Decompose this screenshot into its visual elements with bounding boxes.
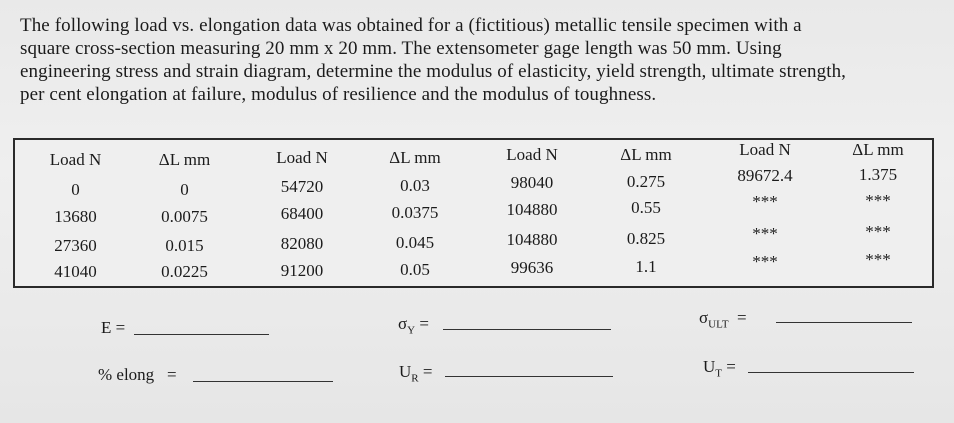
modulus-toughness-blank xyxy=(748,372,914,373)
sigma-symbol: σ xyxy=(699,308,709,327)
table-cell: 0.045 xyxy=(395,233,435,252)
column-header: ΔL mm xyxy=(389,148,441,167)
table-column xyxy=(591,140,701,286)
table-cell: 1.1 xyxy=(635,257,657,276)
equals-sign: = xyxy=(737,308,747,327)
equals-sign: = xyxy=(422,362,433,381)
table-cell: 68400 xyxy=(280,204,324,223)
table-cell: 0.55 xyxy=(631,198,661,217)
ultimate-strength-blank xyxy=(776,322,912,323)
modulus-elasticity-blank xyxy=(134,334,269,335)
equals-sign: = xyxy=(419,314,429,333)
table-cell: *** xyxy=(865,191,891,210)
table-cell: 104880 xyxy=(506,230,558,249)
percent-elongation-label: % elong = xyxy=(98,365,177,384)
table-cell: 27360 xyxy=(54,236,97,255)
table-column xyxy=(127,140,242,286)
column-header: ΔL mm xyxy=(620,145,672,164)
table-cell: 0.0075 xyxy=(161,207,208,226)
table-cell: 41040 xyxy=(54,262,97,281)
ultimate-strength-label xyxy=(699,308,747,330)
table-cell: 13680 xyxy=(54,207,97,226)
column-header: Load N xyxy=(49,150,102,169)
column-header: Load N xyxy=(276,148,328,167)
table-cell: 0.825 xyxy=(626,229,666,248)
yield-strength-blank xyxy=(443,329,611,330)
table-cell: 104880 xyxy=(506,200,558,219)
column-header: Load N xyxy=(739,140,791,159)
table-column xyxy=(710,140,820,286)
yield-strength-label xyxy=(398,314,429,336)
problem-line-4: per cent elongation at failure, modulus of resilience and the modulus of toughness. xyxy=(20,84,657,105)
table-column xyxy=(828,140,928,286)
table-cell: 0.03 xyxy=(400,176,430,195)
modulus-resilience-blank xyxy=(445,376,613,377)
table-cell: 82080 xyxy=(280,234,324,253)
modulus-resilience-label: $U_R$ = xyxy=(399,362,433,385)
sigma-subscript: Y xyxy=(407,324,416,337)
table-cell: 0 xyxy=(180,180,189,199)
table-cell: 0.015 xyxy=(165,236,204,255)
problem-statement xyxy=(20,14,925,106)
table-cell: 0.0225 xyxy=(161,262,208,281)
sigma-symbol: σ xyxy=(398,314,408,333)
column-header: ΔL mm xyxy=(158,150,211,169)
problem-line-2: square cross-section measuring 20 mm x 20 mm. The extensometer gage length was 50 mm. Using xyxy=(20,38,782,59)
percent-elongation-blank xyxy=(193,381,333,382)
table-cell: 98040 xyxy=(510,173,554,192)
table-cell: *** xyxy=(752,224,778,243)
table-cell: *** xyxy=(865,250,891,269)
modulus-elasticity-label: E = xyxy=(101,318,126,337)
table-cell: 0.275 xyxy=(626,172,666,191)
table-column xyxy=(477,140,587,286)
problem-line-3: engineering stress and strain diagram, determine the modulus of elasticity, yield strength, ultimate strength, xyxy=(20,61,847,82)
table-cell: 89672.4 xyxy=(737,166,793,185)
column-header: Load N xyxy=(506,145,558,164)
table-cell: 91200 xyxy=(280,261,324,280)
table-cell: 54720 xyxy=(280,177,324,196)
equals-sign: = xyxy=(166,365,177,384)
problem-line-1: The following load vs. elongation data was obtained for a (fictitious) metallic tensile specimen with a xyxy=(20,15,802,36)
table-column xyxy=(23,140,128,286)
table-column xyxy=(360,140,470,286)
table-cell: 0.05 xyxy=(400,260,430,279)
table-cell: *** xyxy=(752,252,778,271)
column-header: ΔL mm xyxy=(852,140,904,159)
table-cell: 0.0375 xyxy=(391,203,439,222)
table-column xyxy=(247,140,357,286)
sigma-subscript: ULT xyxy=(708,318,729,331)
table-cell: 0 xyxy=(71,180,80,199)
load-elongation-table xyxy=(13,138,934,288)
equals-sign: = xyxy=(726,357,736,376)
table-cell: *** xyxy=(865,222,891,241)
table-cell: 1.375 xyxy=(858,165,898,184)
table-cell: 99636 xyxy=(510,258,554,277)
modulus-toughness-label: $U_T$ = xyxy=(703,357,736,380)
table-cell: *** xyxy=(752,192,778,211)
